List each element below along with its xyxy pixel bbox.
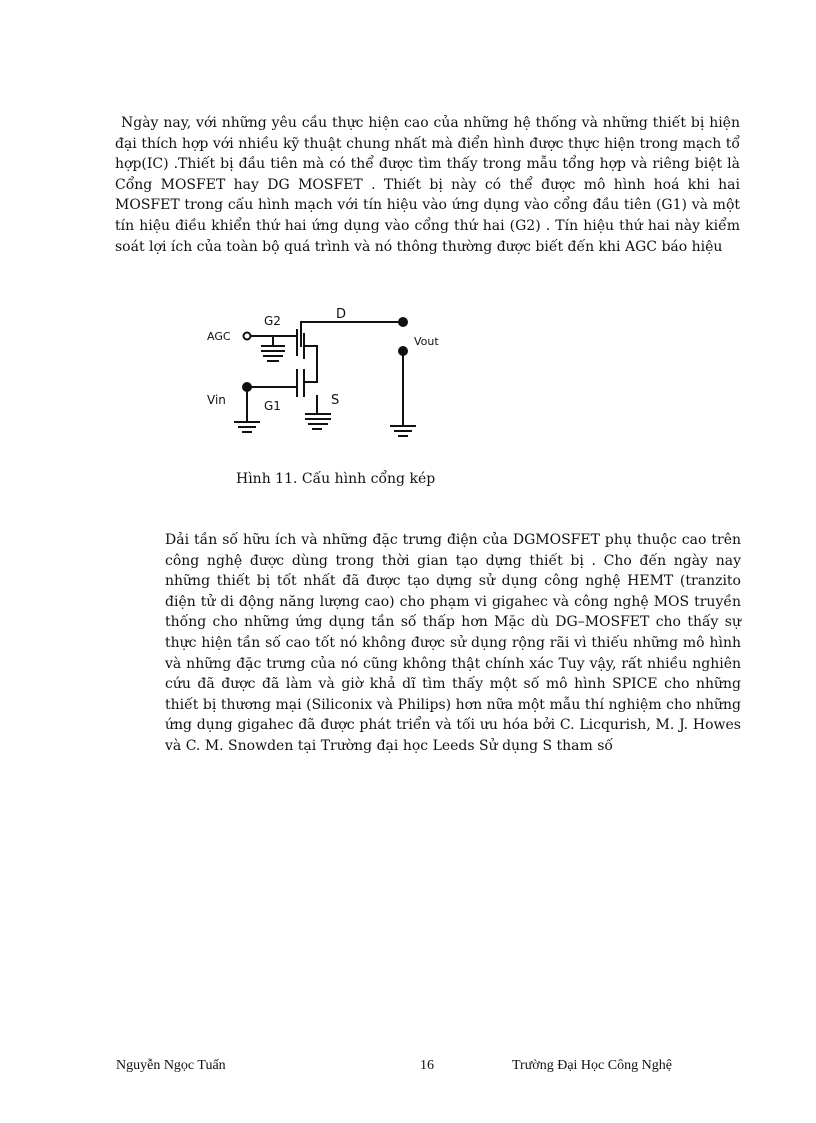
footer-author: Nguyễn Ngọc Tuấn xyxy=(116,1058,226,1073)
dual-gate-mosfet-circuit-diagram xyxy=(196,300,458,442)
label-agc: AGC xyxy=(207,330,231,343)
label-vout: Vout xyxy=(414,335,439,348)
label-vin: Vin xyxy=(207,393,226,407)
paragraph-dgmosfet: Dải tần số hữu ích và những đặc trưng điện của DGMOSFET phụ thuộc cao trên công nghệ được dùng trong thời gian tạo dựng thiết bị . Cho đến ngày nay những thiết bị tốt nhất đã được tạo dựng sử dụng công nghệ HEMT (tranzito điện tử di động năng lượng cao) cho phạm vi gigahec và công nghệ MOS truyền thống cho những ứng dụng tần số thấp hơn Mặc dù DG–MOSFET cho thấy sự thực hiện tần số cao tốt nó không được sử dụng rộng rãi vì thiếu những mô hình và những đặc trưng của nó cũng không thật chính xác Tuy vậy, rất nhiều nghiên cứu đã được đã làm và giờ khả dĩ tìm thấy một số mô hình SPICE cho những thiết bị thương mại (Siliconix và Philips) hơn nữa một mẫu thí nghiệm cho những ứng dụng gigahec đã được phát triển và tối ưu hóa bởi C. Licqurish, M. J. Howes và C. M. Snowden tại Trường đại học Leeds Sử dụng S tham số xyxy=(165,532,741,754)
label-s: S xyxy=(331,393,340,408)
paragraph-intro: Ngày nay, với những yêu cầu thực hiện cao của những hệ thống và những thiết bị hiện đại thích hợp với nhiều kỹ thuật chung nhất mà điển hình được thực hiện trong mạch tổ hợp(IC) .Thiết bị đầu tiên mà có thể được tìm thấy trong mẫu tổng hợp và riêng biệt là Cổng MOSFET hay DG MOSFET . Thiết bị này có thể được mô hình hoá khi hai MOSFET trong cấu hình mạch với tín hiệu vào ứng dụng vào cổng đầu tiên (G1) và một tín hiệu điều khiển thứ hai ứng dụng vào cổng thứ hai (G2) . Tín hiệu thứ hai này kiểm soát lợi ích của toàn bộ quá trình và nó thông thường được biết đến khi AGC báo hiệu xyxy=(115,115,740,255)
vout-node-top xyxy=(399,318,407,326)
agc-terminal xyxy=(244,333,251,340)
label-d: D xyxy=(336,307,347,322)
figure-caption: Hình 11. Cấu hình cổng kép xyxy=(236,471,436,487)
footer-page-number: 16 xyxy=(420,1058,434,1073)
label-g1: G1 xyxy=(264,399,281,413)
label-g2: G2 xyxy=(264,314,281,328)
footer-institution: Trường Đại Học Công Nghệ xyxy=(512,1058,672,1073)
